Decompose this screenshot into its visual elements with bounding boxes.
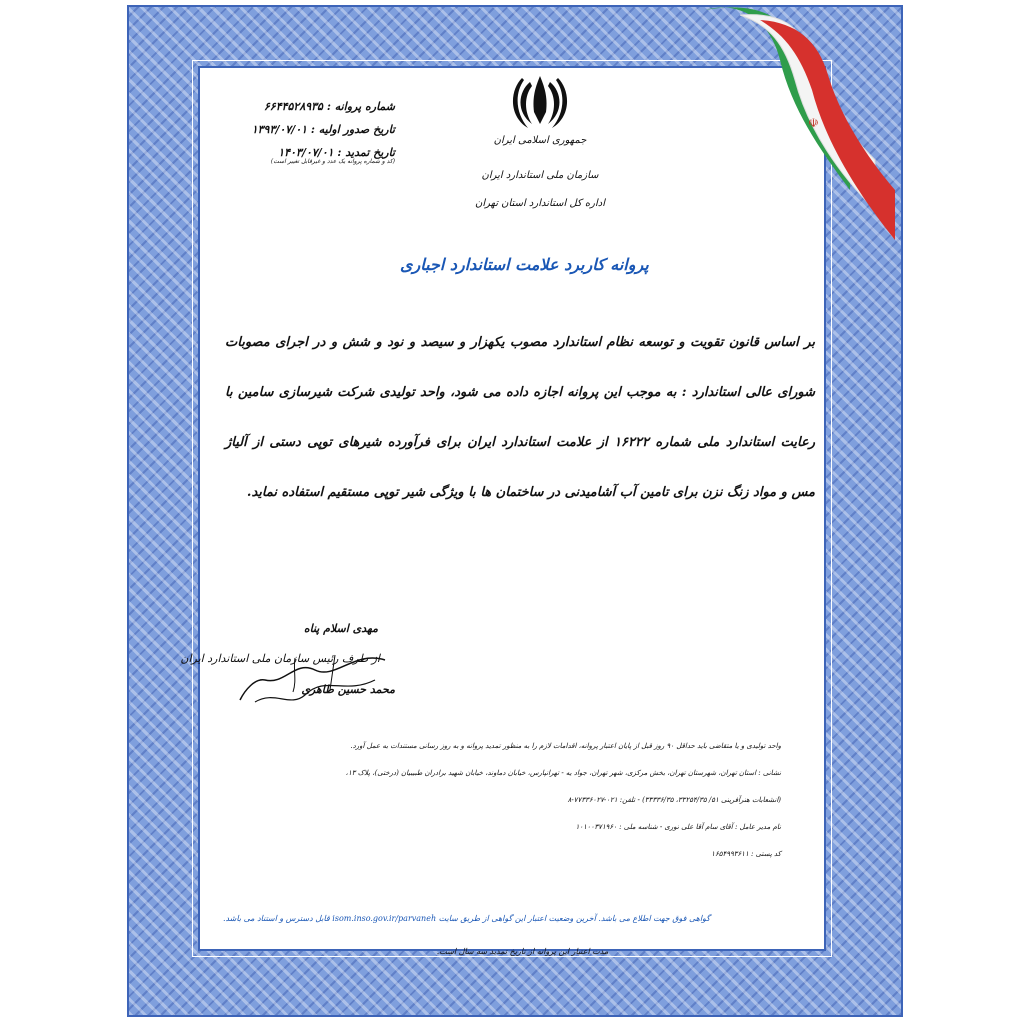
signatory-title: از طرف رئیس سازمان ملی استاندارد ایران xyxy=(180,652,380,665)
permit-number-row xyxy=(255,95,395,118)
details-block xyxy=(345,733,781,868)
permit-number-label: شماره پروانه : xyxy=(326,100,395,113)
permit-body-text: بر اساس قانون تقویت و توسعه نظام استاندارد مصوب یکهزار و سیصد و نود و شش و در اجرای مصوبات شورای عالی استاندارد : به موجب این پروانه اجازه داده می شود، واحد تولیدی شرکت شیرسازی سامین با رعایت استاندارد ملی شماره ۱۶۲۲۲ از علامت استاندارد ایران برای فرآورده شیرهای توپی دستی از آلیاژ مس و مواد زنگ نزن برای تامین آب آشامیدنی در ساختمان ها با ویژگی شیر توپی مستقیم استفاده نماید. xyxy=(225,335,815,500)
renewal-value: ۱۴۰۳/۰۷/۰۱ xyxy=(278,146,334,159)
first-issue-row xyxy=(251,118,395,141)
permit-note: (کد و شماره پروانه یک عدد و غیرقابل تغییر است) xyxy=(270,158,395,165)
signer-handwritten-name: محمد حسین طاهری xyxy=(301,683,395,696)
first-issue-value: ۱۳۹۳/۰۷/۰۱ xyxy=(251,123,308,136)
document-title: پروانه کاربرد علامت استاندارد اجباری xyxy=(400,255,649,274)
organization-name: سازمان ملی استاندارد ایران xyxy=(481,170,599,181)
national-emblem-icon xyxy=(510,72,570,130)
postal-code: کد پستی : ۱۶۵۴۹۹۳۶۱۱ xyxy=(711,850,781,858)
country-name: جمهوری اسلامی ایران xyxy=(493,135,587,146)
permit-info xyxy=(251,95,395,165)
renewal-obligation: واحد تولیدی و یا متقاضی باید حداقل ۹۰ روز قبل از پایان اعتبار پروانه، اقدامات لازم را به منظور تمدید پروانه و به روز رسانی مستندات به عمل آورد. xyxy=(350,742,781,750)
iran-flag-icon xyxy=(700,0,900,250)
branch-phone: (انشعابات هنرآفرینی ۵۱/ ۳۳۲۵۴/۳۵، ۳۳۳۳۶/۳۵) - تلفن: ۰۲۱-۷۷۳۳۶۰۲۷-۸ xyxy=(567,796,781,804)
signatory-name: مهدی اسلام پناه xyxy=(303,622,378,635)
verification-note: گواهی فوق جهت اطلاع می باشد. آخرین وضعیت اعتبار این گواهی از طریق سایت isom.inso.gov.ir/parvaneh قابل دسترس و استناد می باشد. xyxy=(222,914,710,923)
department-name: اداره کل استاندارد استان تهران xyxy=(474,198,606,209)
flag-emblem-icon: ☫ xyxy=(808,116,819,130)
handwritten-signature xyxy=(235,640,395,710)
permit-number-value: ۶۶۴۴۵۲۸۹۳۵ xyxy=(263,100,323,113)
manager-info: نام مدیر عامل : آقای سام آقا علی نوری - شناسه ملی : ۱۰۱۰۰۳۷۱۹۶۰ xyxy=(575,823,781,831)
validity-note: مدت اعتبار این پروانه از تاریخ تمدید سه سال است. xyxy=(436,947,609,956)
renewal-label: تاریخ تمدید : xyxy=(337,146,395,159)
first-issue-label: تاریخ صدور اولیه : xyxy=(310,123,395,136)
company-address: نشانی : استان تهران، شهرستان تهران، بخش مرکزی، شهر تهران، جواد یه - تهرانپارس، خیابان دماوند، خیابان شهید برادران طبیبیان (درختی)، پلاک ۱۳، xyxy=(345,769,781,777)
